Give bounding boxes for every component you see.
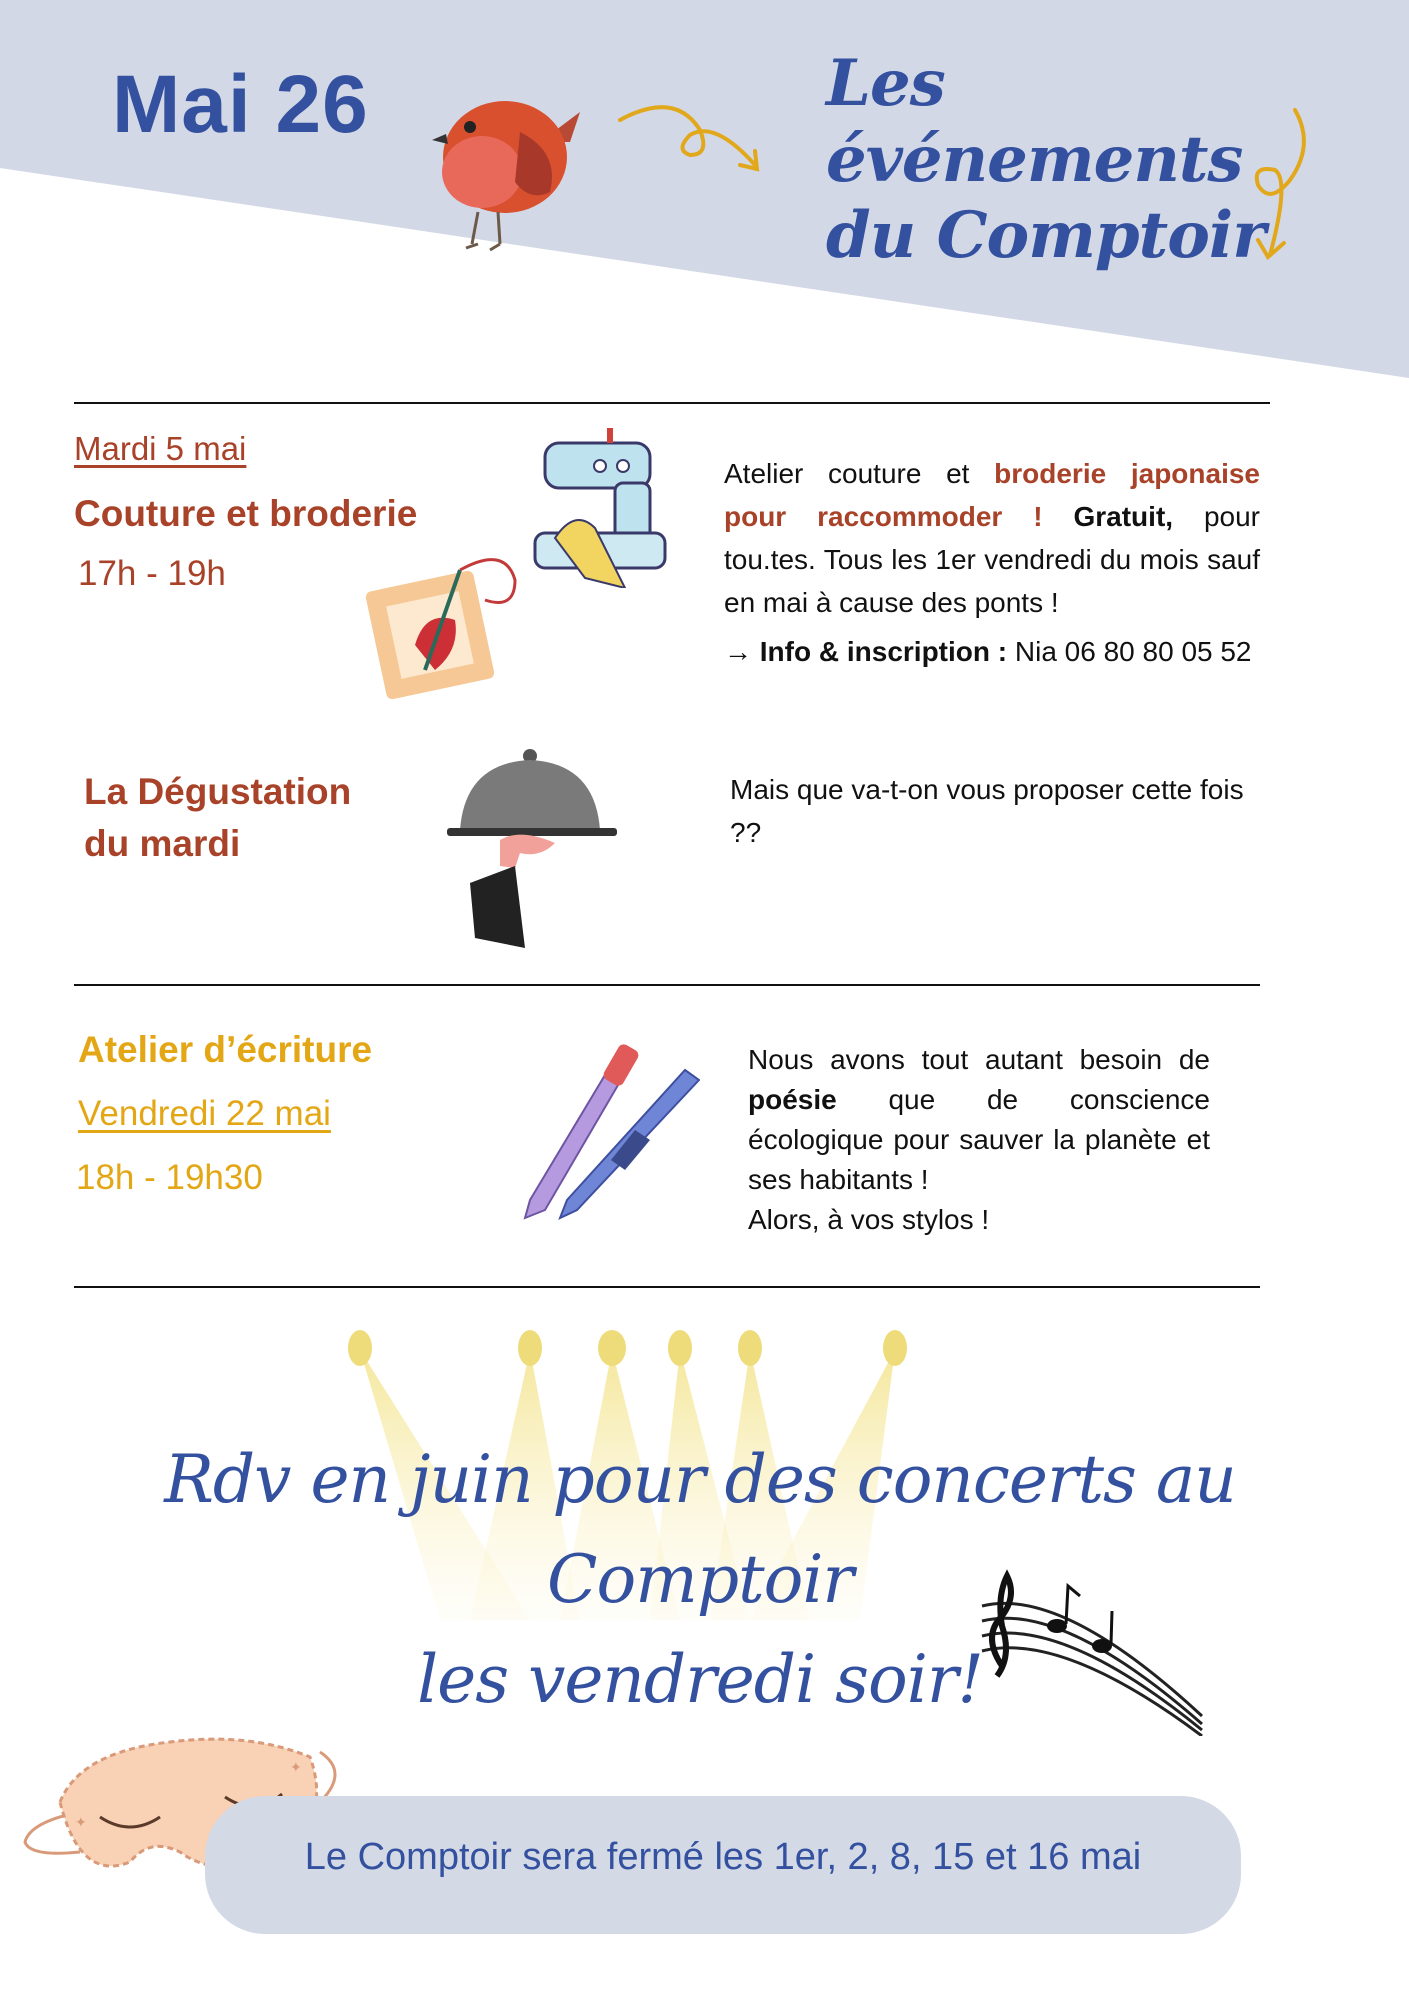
event2-description: Mais que va-t-on vous proposer cette fois ?? <box>730 774 1244 848</box>
month-title: Mai 26 <box>112 59 369 150</box>
event2-title-line1: La Dégustation <box>84 771 352 812</box>
serving-cloche-icon <box>445 748 625 958</box>
event1-desc-bold: Gratuit, <box>1073 501 1174 532</box>
event1-info-value: Nia 06 80 80 05 52 <box>1014 636 1252 667</box>
event1-desc-pre: Atelier couture et <box>724 458 995 489</box>
event1-desc-highlight: broderie japonaise pour raccommoder ! <box>724 458 1260 532</box>
music-notes-icon <box>972 1566 1212 1736</box>
divider <box>74 1286 1260 1288</box>
event3-desc-bold: poésie <box>748 1084 837 1115</box>
concert-line2: les vendredi soir! <box>417 1641 983 1718</box>
sewing-machine-icon <box>525 428 670 588</box>
event3-title: Atelier d’écriture <box>78 1029 373 1070</box>
concert-line1: Rdv en juin pour des concerts au Comptoir <box>164 1441 1236 1618</box>
event1-description <box>724 452 1260 624</box>
event1-info-label: → Info & inscription : <box>724 636 1008 667</box>
event3-desc-pre: Nous avons tout autant besoin de <box>748 1044 1210 1075</box>
event2-title <box>84 766 351 870</box>
pens-icon <box>515 1040 700 1220</box>
event1-title: Couture et broderie <box>74 493 418 534</box>
robin-bird-icon <box>420 72 590 252</box>
events-title-line1: Les événements <box>826 46 1243 197</box>
event1-info <box>724 636 1252 668</box>
curly-arrow-icon <box>615 95 775 185</box>
event3-date: Vendredi 22 mai <box>78 1094 331 1133</box>
event1-time: 17h - 19h <box>78 554 226 593</box>
divider <box>74 984 1260 986</box>
svg-text:✦: ✦ <box>290 1760 302 1776</box>
curly-arrow-icon <box>1240 105 1320 265</box>
event2-title-line2: du mardi <box>84 823 241 864</box>
divider <box>74 402 1270 404</box>
events-title <box>826 46 1286 274</box>
embroidery-hoop-icon <box>365 550 525 700</box>
event1-date: Mardi 5 mai <box>74 430 247 467</box>
event3-desc-line2: Alors, à vos stylos ! <box>748 1204 990 1235</box>
event3-time: 18h - 19h30 <box>76 1158 263 1197</box>
event3-desc-post: que de conscience écologique pour sauver la planète et ses habitants ! <box>748 1084 1210 1195</box>
svg-text:✦: ✦ <box>75 1815 87 1831</box>
event3-description <box>748 1040 1210 1240</box>
closure-notice: Le Comptoir sera fermé les 1er, 2, 8, 15 et 16 mai <box>304 1836 1142 1878</box>
event1-desc-post: pour tou.tes. Tous les 1er vendredi du mois sauf en mai à cause des ponts ! <box>724 501 1261 618</box>
events-title-line2: du Comptoir <box>826 198 1265 273</box>
